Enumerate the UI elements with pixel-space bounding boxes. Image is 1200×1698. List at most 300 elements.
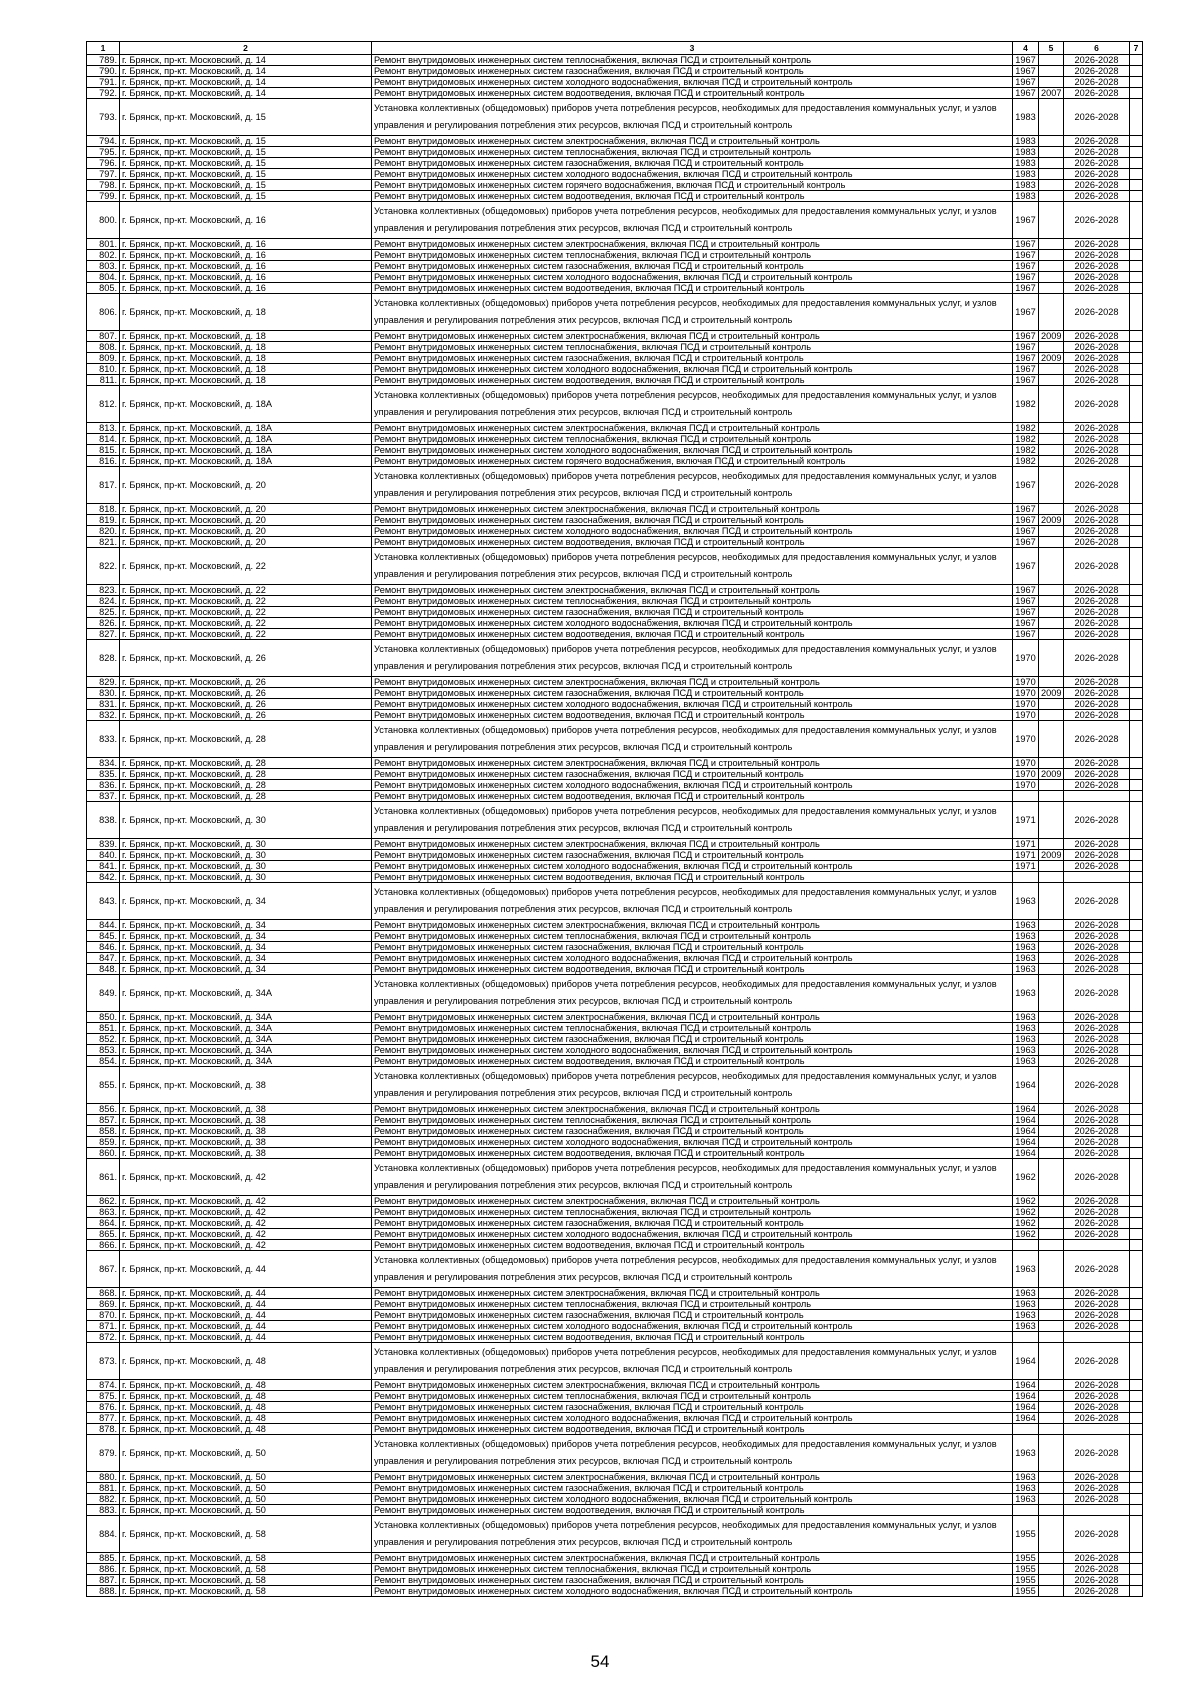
- table-row: [87, 1494, 1143, 1505]
- last-repair-year-cell: [1039, 1126, 1064, 1137]
- planned-period-cell: 2026-2028: [1064, 1159, 1130, 1196]
- table-row: [87, 1402, 1143, 1413]
- column-7-cell: [1130, 1229, 1143, 1240]
- address-cell: г. Брянск, пр-кт. Московский, д. 20: [120, 515, 372, 526]
- row-number-cell: 875.: [87, 1391, 120, 1402]
- planned-period-cell: 2026-2028: [1064, 1045, 1130, 1056]
- table-row: [87, 1516, 1143, 1553]
- work-type-cell: Ремонт внутридомовых инженерных систем водоотведения, включая ПСД и строительный контроль: [372, 1056, 1013, 1067]
- address-cell: г. Брянск, пр-кт. Московский, д. 38: [120, 1148, 372, 1159]
- last-repair-year-cell: [1039, 1575, 1064, 1586]
- row-number-cell: 817.: [87, 467, 120, 504]
- column-7-cell: [1130, 1413, 1143, 1424]
- table-row: [87, 77, 1143, 88]
- build-year-cell: 1967: [1013, 504, 1039, 515]
- work-type-cell: Установка коллективных (общедомовых) приборов учета потребления ресурсов, необходимых для предоставления коммунальных услуг, и узлов управления и регулирования потребления этих ресурсов, включая ПСД и строительный контроль: [372, 1343, 1013, 1380]
- column-7-cell: [1130, 942, 1143, 953]
- work-type-cell: Ремонт внутридомовых инженерных систем электроснабжения, включая ПСД и строительный контроль: [372, 1196, 1013, 1207]
- work-type-cell: Ремонт внутридомовых инженерных систем газоснабжения, включая ПСД и строительный контроль: [372, 1126, 1013, 1137]
- planned-period-cell: 2026-2028: [1064, 1380, 1130, 1391]
- last-repair-year-cell: [1039, 1137, 1064, 1148]
- planned-period-cell: 2026-2028: [1064, 136, 1130, 147]
- column-7-cell: [1130, 136, 1143, 147]
- build-year-cell: [1013, 872, 1039, 883]
- column-7-cell: [1130, 883, 1143, 920]
- table-row: [87, 850, 1143, 861]
- row-number-cell: 852.: [87, 1034, 120, 1045]
- row-number-cell: 791.: [87, 77, 120, 88]
- column-7-cell: [1130, 1148, 1143, 1159]
- last-repair-year-cell: [1039, 548, 1064, 585]
- last-repair-year-cell: [1039, 364, 1064, 375]
- column-7-cell: [1130, 386, 1143, 423]
- work-type-cell: Ремонт внутридомовых инженерных систем теплоснабжения, включая ПСД и строительный контроль: [372, 250, 1013, 261]
- last-repair-year-cell: [1039, 791, 1064, 802]
- build-year-cell: 1967: [1013, 618, 1039, 629]
- work-type-cell: Установка коллективных (общедомовых) приборов учета потребления ресурсов, необходимых для предоставления коммунальных услуг, и узлов управления и регулирования потребления этих ресурсов, включая ПСД и строительный контроль: [372, 1251, 1013, 1288]
- table-row: [87, 445, 1143, 456]
- build-year-cell: 1964: [1013, 1115, 1039, 1126]
- planned-period-cell: 2026-2028: [1064, 1067, 1130, 1104]
- address-cell: г. Брянск, пр-кт. Московский, д. 34: [120, 883, 372, 920]
- planned-period-cell: 2026-2028: [1064, 1310, 1130, 1321]
- row-number-cell: 868.: [87, 1288, 120, 1299]
- row-number-cell: 877.: [87, 1413, 120, 1424]
- row-number-cell: 862.: [87, 1196, 120, 1207]
- build-year-cell: 1983: [1013, 158, 1039, 169]
- address-cell: г. Брянск, пр-кт. Московский, д. 50: [120, 1505, 372, 1516]
- work-type-cell: Ремонт внутридомовых инженерных систем холодного водоснабжения, включая ПСД и строительный контроль: [372, 1045, 1013, 1056]
- row-number-cell: 842.: [87, 872, 120, 883]
- row-number-cell: 831.: [87, 699, 120, 710]
- column-7-cell: [1130, 445, 1143, 456]
- last-repair-year-cell: [1039, 55, 1064, 66]
- row-number-cell: 820.: [87, 526, 120, 537]
- column-7-cell: [1130, 618, 1143, 629]
- work-type-cell: Ремонт внутридомовых инженерных систем водоотведения, включая ПСД и строительный контроль: [372, 1240, 1013, 1251]
- last-repair-year-cell: [1039, 1380, 1064, 1391]
- work-type-cell: Ремонт внутридомовых инженерных систем газоснабжения, включая ПСД и строительный контроль: [372, 688, 1013, 699]
- program-table: [86, 41, 1143, 1597]
- build-year-cell: [1013, 1240, 1039, 1251]
- table-row: [87, 1435, 1143, 1472]
- table-row: [87, 1299, 1143, 1310]
- address-cell: г. Брянск, пр-кт. Московский, д. 28: [120, 769, 372, 780]
- work-type-cell: Ремонт внутридомовых инженерных систем электроснабжения, включая ПСД и строительный контроль: [372, 1104, 1013, 1115]
- last-repair-year-cell: [1039, 1229, 1064, 1240]
- build-year-cell: 1963: [1013, 1045, 1039, 1056]
- row-number-cell: 825.: [87, 607, 120, 618]
- work-type-cell: Ремонт внутридомовых инженерных систем электроснабжения, включая ПСД и строительный контроль: [372, 839, 1013, 850]
- column-7-cell: [1130, 88, 1143, 99]
- build-year-cell: 1963: [1013, 1034, 1039, 1045]
- column-7-cell: [1130, 1586, 1143, 1597]
- address-cell: г. Брянск, пр-кт. Московский, д. 14: [120, 66, 372, 77]
- column-7-cell: [1130, 364, 1143, 375]
- address-cell: г. Брянск, пр-кт. Московский, д. 44: [120, 1310, 372, 1321]
- table-row: [87, 283, 1143, 294]
- planned-period-cell: 2026-2028: [1064, 169, 1130, 180]
- row-number-cell: 841.: [87, 861, 120, 872]
- work-type-cell: Ремонт внутридомовых инженерных систем электроснабжения, включая ПСД и строительный контроль: [372, 585, 1013, 596]
- last-repair-year-cell: [1039, 1494, 1064, 1505]
- column-7-cell: [1130, 920, 1143, 931]
- row-number-cell: 849.: [87, 975, 120, 1012]
- address-cell: г. Брянск, пр-кт. Московский, д. 34: [120, 964, 372, 975]
- last-repair-year-cell: [1039, 1516, 1064, 1553]
- address-cell: г. Брянск, пр-кт. Московский, д. 44: [120, 1299, 372, 1310]
- column-7-cell: [1130, 456, 1143, 467]
- last-repair-year-cell: [1039, 596, 1064, 607]
- address-cell: г. Брянск, пр-кт. Московский, д. 20: [120, 537, 372, 548]
- table-row: [87, 272, 1143, 283]
- planned-period-cell: 2026-2028: [1064, 364, 1130, 375]
- address-cell: г. Брянск, пр-кт. Московский, д. 50: [120, 1435, 372, 1472]
- build-year-cell: 1963: [1013, 942, 1039, 953]
- row-number-cell: 859.: [87, 1137, 120, 1148]
- last-repair-year-cell: [1039, 283, 1064, 294]
- build-year-cell: 1967: [1013, 537, 1039, 548]
- work-type-cell: Установка коллективных (общедомовых) приборов учета потребления ресурсов, необходимых для предоставления коммунальных услуг, и узлов управления и регулирования потребления этих ресурсов, включая ПСД и строительный контроль: [372, 1159, 1013, 1196]
- work-type-cell: Ремонт внутридомовых инженерных систем газоснабжения, включая ПСД и строительный контроль: [372, 261, 1013, 272]
- last-repair-year-cell: [1039, 158, 1064, 169]
- address-cell: г. Брянск, пр-кт. Московский, д. 18А: [120, 434, 372, 445]
- table-row: [87, 1424, 1143, 1435]
- build-year-cell: 1983: [1013, 180, 1039, 191]
- work-type-cell: Ремонт внутридомовых инженерных систем электроснабжения, включая ПСД и строительный контроль: [372, 1553, 1013, 1564]
- table-row: [87, 1575, 1143, 1586]
- column-7-cell: [1130, 1564, 1143, 1575]
- column-7-cell: [1130, 537, 1143, 548]
- address-cell: г. Брянск, пр-кт. Московский, д. 30: [120, 872, 372, 883]
- planned-period-cell: 2026-2028: [1064, 1413, 1130, 1424]
- build-year-cell: [1013, 791, 1039, 802]
- column-header-4: 4: [1013, 42, 1039, 55]
- column-7-cell: [1130, 66, 1143, 77]
- planned-period-cell: 2026-2028: [1064, 456, 1130, 467]
- address-cell: г. Брянск, пр-кт. Московский, д. 15: [120, 158, 372, 169]
- build-year-cell: 1964: [1013, 1126, 1039, 1137]
- work-type-cell: Ремонт внутридомовых инженерных систем водоотведения, включая ПСД и строительный контроль: [372, 629, 1013, 640]
- build-year-cell: 1964: [1013, 1148, 1039, 1159]
- table-row: [87, 1586, 1143, 1597]
- column-7-cell: [1130, 1034, 1143, 1045]
- row-number-cell: 807.: [87, 331, 120, 342]
- address-cell: г. Брянск, пр-кт. Московский, д. 14: [120, 55, 372, 66]
- address-cell: г. Брянск, пр-кт. Московский, д. 48: [120, 1391, 372, 1402]
- address-cell: г. Брянск, пр-кт. Московский, д. 38: [120, 1115, 372, 1126]
- column-7-cell: [1130, 791, 1143, 802]
- column-7-cell: [1130, 99, 1143, 136]
- address-cell: г. Брянск, пр-кт. Московский, д. 18А: [120, 423, 372, 434]
- last-repair-year-cell: [1039, 147, 1064, 158]
- column-7-cell: [1130, 191, 1143, 202]
- column-7-cell: [1130, 1115, 1143, 1126]
- address-cell: г. Брянск, пр-кт. Московский, д. 48: [120, 1380, 372, 1391]
- planned-period-cell: 2026-2028: [1064, 1343, 1130, 1380]
- column-7-cell: [1130, 861, 1143, 872]
- planned-period-cell: 2026-2028: [1064, 55, 1130, 66]
- planned-period-cell: 2026-2028: [1064, 964, 1130, 975]
- table-row: [87, 250, 1143, 261]
- work-type-cell: Установка коллективных (общедомовых) приборов учета потребления ресурсов, необходимых для предоставления коммунальных услуг, и узлов управления и регулирования потребления этих ресурсов, включая ПСД и строительный контроль: [372, 1435, 1013, 1472]
- column-header-7: 7: [1130, 42, 1143, 55]
- column-7-cell: [1130, 629, 1143, 640]
- last-repair-year-cell: [1039, 585, 1064, 596]
- work-type-cell: Ремонт внутридомовых инженерных систем электроснабжения, включая ПСД и строительный контроль: [372, 423, 1013, 434]
- column-7-cell: [1130, 283, 1143, 294]
- column-7-cell: [1130, 1483, 1143, 1494]
- table-row: [87, 1564, 1143, 1575]
- address-cell: г. Брянск, пр-кт. Московский, д. 14: [120, 77, 372, 88]
- column-7-cell: [1130, 1402, 1143, 1413]
- column-7-cell: [1130, 77, 1143, 88]
- column-7-cell: [1130, 1310, 1143, 1321]
- row-number-cell: 830.: [87, 688, 120, 699]
- planned-period-cell: 2026-2028: [1064, 1435, 1130, 1472]
- column-7-cell: [1130, 261, 1143, 272]
- last-repair-year-cell: [1039, 169, 1064, 180]
- row-number-cell: 837.: [87, 791, 120, 802]
- build-year-cell: 1964: [1013, 1391, 1039, 1402]
- table-row: [87, 1505, 1143, 1516]
- planned-period-cell: 2026-2028: [1064, 77, 1130, 88]
- row-number-cell: 826.: [87, 618, 120, 629]
- row-number-cell: 854.: [87, 1056, 120, 1067]
- row-number-cell: 797.: [87, 169, 120, 180]
- column-7-cell: [1130, 1516, 1143, 1553]
- address-cell: г. Брянск, пр-кт. Московский, д. 44: [120, 1251, 372, 1288]
- work-type-cell: Установка коллективных (общедомовых) приборов учета потребления ресурсов, необходимых для предоставления коммунальных услуг, и узлов управления и регулирования потребления этих ресурсов, включая ПСД и строительный контроль: [372, 975, 1013, 1012]
- table-row: [87, 942, 1143, 953]
- table-row: [87, 953, 1143, 964]
- column-7-cell: [1130, 1251, 1143, 1288]
- build-year-cell: 1967: [1013, 342, 1039, 353]
- table-row: [87, 710, 1143, 721]
- address-cell: г. Брянск, пр-кт. Московский, д. 58: [120, 1553, 372, 1564]
- planned-period-cell: 2026-2028: [1064, 88, 1130, 99]
- row-number-cell: 844.: [87, 920, 120, 931]
- table-row: [87, 1240, 1143, 1251]
- build-year-cell: 1963: [1013, 883, 1039, 920]
- address-cell: г. Брянск, пр-кт. Московский, д. 58: [120, 1516, 372, 1553]
- row-number-cell: 886.: [87, 1564, 120, 1575]
- build-year-cell: 1970: [1013, 640, 1039, 677]
- table-row: [87, 1218, 1143, 1229]
- row-number-cell: 821.: [87, 537, 120, 548]
- work-type-cell: Ремонт внутридомовых инженерных систем водоотведения, включая ПСД и строительный контроль: [372, 191, 1013, 202]
- column-7-cell: [1130, 1575, 1143, 1586]
- work-type-cell: Ремонт внутридомовых инженерных систем теплоснабжения, включая ПСД и строительный контроль: [372, 1023, 1013, 1034]
- page-number: 54: [590, 1652, 610, 1671]
- planned-period-cell: 2026-2028: [1064, 467, 1130, 504]
- table-row: [87, 515, 1143, 526]
- row-number-cell: 827.: [87, 629, 120, 640]
- build-year-cell: 1963: [1013, 1483, 1039, 1494]
- column-7-cell: [1130, 158, 1143, 169]
- last-repair-year-cell: [1039, 872, 1064, 883]
- planned-period-cell: 2026-2028: [1064, 283, 1130, 294]
- last-repair-year-cell: 2009: [1039, 769, 1064, 780]
- build-year-cell: 1963: [1013, 931, 1039, 942]
- table-row: [87, 688, 1143, 699]
- column-7-cell: [1130, 872, 1143, 883]
- last-repair-year-cell: [1039, 1413, 1064, 1424]
- build-year-cell: 1967: [1013, 55, 1039, 66]
- row-number-cell: 809.: [87, 353, 120, 364]
- row-number-cell: 863.: [87, 1207, 120, 1218]
- column-7-cell: [1130, 1424, 1143, 1435]
- row-number-cell: 822.: [87, 548, 120, 585]
- build-year-cell: 1967: [1013, 375, 1039, 386]
- address-cell: г. Брянск, пр-кт. Московский, д. 16: [120, 239, 372, 250]
- last-repair-year-cell: [1039, 1564, 1064, 1575]
- table-row: [87, 802, 1143, 839]
- row-number-cell: 804.: [87, 272, 120, 283]
- address-cell: г. Брянск, пр-кт. Московский, д. 42: [120, 1218, 372, 1229]
- build-year-cell: 1964: [1013, 1104, 1039, 1115]
- build-year-cell: 1967: [1013, 526, 1039, 537]
- last-repair-year-cell: [1039, 537, 1064, 548]
- last-repair-year-cell: 2007: [1039, 88, 1064, 99]
- table-row: [87, 1553, 1143, 1564]
- planned-period-cell: 2026-2028: [1064, 677, 1130, 688]
- planned-period-cell: [1064, 1332, 1130, 1343]
- planned-period-cell: 2026-2028: [1064, 526, 1130, 537]
- work-type-cell: Ремонт внутридомовых инженерных систем водоотведения, включая ПСД и строительный контроль: [372, 1332, 1013, 1343]
- work-type-cell: Ремонт внутридомовых инженерных систем электроснабжения, включая ПСД и строительный контроль: [372, 677, 1013, 688]
- column-7-cell: [1130, 1288, 1143, 1299]
- build-year-cell: 1964: [1013, 1402, 1039, 1413]
- work-type-cell: Ремонт внутридомовых инженерных систем электроснабжения, включая ПСД и строительный контроль: [372, 504, 1013, 515]
- work-type-cell: Ремонт внутридомовых инженерных систем холодного водоснабжения, включая ПСД и строительный контроль: [372, 77, 1013, 88]
- table-row: [87, 883, 1143, 920]
- planned-period-cell: 2026-2028: [1064, 688, 1130, 699]
- last-repair-year-cell: [1039, 1402, 1064, 1413]
- last-repair-year-cell: [1039, 942, 1064, 953]
- table-row: [87, 261, 1143, 272]
- build-year-cell: 1963: [1013, 1299, 1039, 1310]
- last-repair-year-cell: [1039, 758, 1064, 769]
- address-cell: г. Брянск, пр-кт. Московский, д. 50: [120, 1483, 372, 1494]
- planned-period-cell: 2026-2028: [1064, 1196, 1130, 1207]
- table-row: [87, 331, 1143, 342]
- last-repair-year-cell: [1039, 136, 1064, 147]
- last-repair-year-cell: [1039, 861, 1064, 872]
- last-repair-year-cell: [1039, 423, 1064, 434]
- column-7-cell: [1130, 1207, 1143, 1218]
- address-cell: г. Брянск, пр-кт. Московский, д. 38: [120, 1104, 372, 1115]
- table-row: [87, 537, 1143, 548]
- work-type-cell: Установка коллективных (общедомовых) приборов учета потребления ресурсов, необходимых для предоставления коммунальных услуг, и узлов управления и регулирования потребления этих ресурсов, включая ПСД и строительный контроль: [372, 883, 1013, 920]
- address-cell: г. Брянск, пр-кт. Московский, д. 22: [120, 548, 372, 585]
- build-year-cell: 1967: [1013, 77, 1039, 88]
- planned-period-cell: 2026-2028: [1064, 1251, 1130, 1288]
- planned-period-cell: 2026-2028: [1064, 920, 1130, 931]
- planned-period-cell: 2026-2028: [1064, 202, 1130, 239]
- table-row: [87, 1159, 1143, 1196]
- planned-period-cell: 2026-2028: [1064, 861, 1130, 872]
- address-cell: г. Брянск, пр-кт. Московский, д. 15: [120, 180, 372, 191]
- planned-period-cell: [1064, 1424, 1130, 1435]
- address-cell: г. Брянск, пр-кт. Московский, д. 34: [120, 953, 372, 964]
- last-repair-year-cell: [1039, 526, 1064, 537]
- planned-period-cell: 2026-2028: [1064, 1218, 1130, 1229]
- column-header-1: 1: [87, 42, 120, 55]
- work-type-cell: Ремонт внутридомовых инженерных систем электроснабжения, включая ПСД и строительный контроль: [372, 1012, 1013, 1023]
- last-repair-year-cell: [1039, 677, 1064, 688]
- row-number-cell: 836.: [87, 780, 120, 791]
- address-cell: г. Брянск, пр-кт. Московский, д. 22: [120, 607, 372, 618]
- address-cell: г. Брянск, пр-кт. Московский, д. 18А: [120, 445, 372, 456]
- address-cell: г. Брянск, пр-кт. Московский, д. 34А: [120, 1012, 372, 1023]
- planned-period-cell: 2026-2028: [1064, 699, 1130, 710]
- work-type-cell: Ремонт внутридомовых инженерных систем теплоснабжения, включая ПСД и строительный контроль: [372, 1299, 1013, 1310]
- build-year-cell: 1983: [1013, 99, 1039, 136]
- planned-period-cell: 2026-2028: [1064, 710, 1130, 721]
- column-7-cell: [1130, 331, 1143, 342]
- address-cell: г. Брянск, пр-кт. Московский, д. 26: [120, 699, 372, 710]
- row-number-cell: 801.: [87, 239, 120, 250]
- column-7-cell: [1130, 677, 1143, 688]
- build-year-cell: 1983: [1013, 169, 1039, 180]
- address-cell: г. Брянск, пр-кт. Московский, д. 20: [120, 504, 372, 515]
- table-row: [87, 618, 1143, 629]
- build-year-cell: 1982: [1013, 434, 1039, 445]
- build-year-cell: 1970: [1013, 699, 1039, 710]
- last-repair-year-cell: [1039, 1159, 1064, 1196]
- work-type-cell: Ремонт внутридомовых инженерных систем водоотведения, включая ПСД и строительный контроль: [372, 537, 1013, 548]
- row-number-cell: 828.: [87, 640, 120, 677]
- last-repair-year-cell: [1039, 1321, 1064, 1332]
- work-type-cell: Ремонт внутридомовых инженерных систем холодного водоснабжения, включая ПСД и строительный контроль: [372, 364, 1013, 375]
- table-row: [87, 1115, 1143, 1126]
- table-row: [87, 975, 1143, 1012]
- column-7-cell: [1130, 434, 1143, 445]
- work-type-cell: Установка коллективных (общедомовых) приборов учета потребления ресурсов, необходимых для предоставления коммунальных услуг, и узлов управления и регулирования потребления этих ресурсов, включая ПСД и строительный контроль: [372, 802, 1013, 839]
- column-7-cell: [1130, 1332, 1143, 1343]
- build-year-cell: 1955: [1013, 1575, 1039, 1586]
- table-row: [87, 721, 1143, 758]
- table-row: [87, 585, 1143, 596]
- row-number-cell: 883.: [87, 1505, 120, 1516]
- build-year-cell: 1967: [1013, 283, 1039, 294]
- build-year-cell: 1967: [1013, 272, 1039, 283]
- row-number-cell: 824.: [87, 596, 120, 607]
- address-cell: г. Брянск, пр-кт. Московский, д. 44: [120, 1321, 372, 1332]
- column-7-cell: [1130, 710, 1143, 721]
- table-row: [87, 239, 1143, 250]
- column-7-cell: [1130, 1240, 1143, 1251]
- last-repair-year-cell: [1039, 640, 1064, 677]
- build-year-cell: 1967: [1013, 294, 1039, 331]
- last-repair-year-cell: [1039, 920, 1064, 931]
- work-type-cell: Ремонт внутридомовых инженерных систем электроснабжения, включая ПСД и строительный контроль: [372, 136, 1013, 147]
- build-year-cell: [1013, 1332, 1039, 1343]
- row-number-cell: 860.: [87, 1148, 120, 1159]
- column-7-cell: [1130, 850, 1143, 861]
- table-row: [87, 1413, 1143, 1424]
- planned-period-cell: 2026-2028: [1064, 1402, 1130, 1413]
- build-year-cell: 1967: [1013, 629, 1039, 640]
- column-7-cell: [1130, 515, 1143, 526]
- table-row: [87, 99, 1143, 136]
- build-year-cell: 1967: [1013, 331, 1039, 342]
- build-year-cell: [1013, 1424, 1039, 1435]
- address-cell: г. Брянск, пр-кт. Московский, д. 22: [120, 596, 372, 607]
- planned-period-cell: 2026-2028: [1064, 1391, 1130, 1402]
- table-row: [87, 434, 1143, 445]
